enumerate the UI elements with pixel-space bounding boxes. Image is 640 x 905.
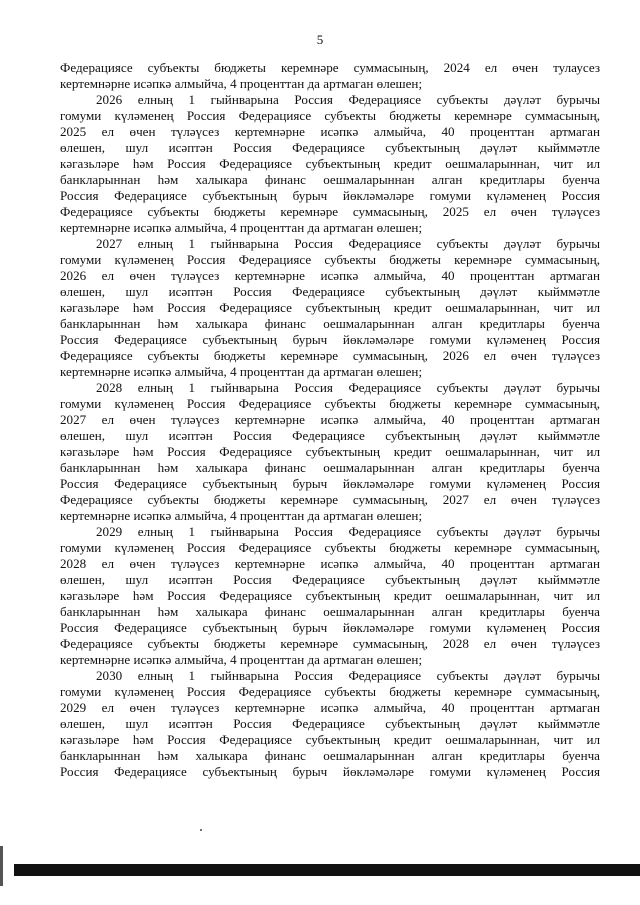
- text-line: кертемнәрне исәпкә алмыйча, 4 проценттан да артмаган өлешен;: [60, 364, 423, 379]
- text-line: 2026 елның 1 гыйнварына Россия Федерациясе субъекты дәүләт бурычы: [96, 92, 600, 107]
- scan-edge-mark: [0, 846, 3, 886]
- text-line: кертемнәрне исәпкә алмыйча, 4 проценттан да артмаган өлешен;: [60, 76, 423, 91]
- text-line: 2028 ел өчен түләүсез кертемнәрне исәпкә алмыйча, 40 проценттан артмаган: [60, 556, 600, 571]
- text-line: өлешен, шул исәптән Россия Федерациясе субъектының дәүләт кыйммәтле: [60, 140, 600, 155]
- text-line: банкларыннан һәм халыкара финанс оешмаларыннан алган кредитлары буенча: [60, 604, 600, 619]
- text-line: гомуми күләменең Россия Федерациясе субъекты бюджеты керемнәре суммасының,: [60, 108, 600, 123]
- text-line: 2030 елның 1 гыйнварына Россия Федерациясе субъекты дәүләт бурычы: [96, 668, 600, 683]
- text-line: кәгазьләре һәм Россия Федерациясе субъектының кредит оешмаларыннан, чит ил: [60, 300, 600, 315]
- text-line: өлешен, шул исәптән Россия Федерациясе субъектының дәүләт кыйммәтле: [60, 572, 600, 587]
- text-line: кертемнәрне исәпкә алмыйча, 4 проценттан да артмаган өлешен;: [60, 220, 423, 235]
- text-line: 2026 ел өчен түләүсез кертемнәрне исәпкә алмыйча, 40 проценттан артмаган: [60, 268, 600, 283]
- text-line: 2025 ел өчен түләүсез кертемнәрне исәпкә алмыйча, 40 проценттан артмаган: [60, 124, 600, 139]
- text-line: банкларыннан һәм халыкара финанс оешмаларыннан алган кредитлары буенча: [60, 748, 600, 763]
- text-line: гомуми күләменең Россия Федерациясе субъекты бюджеты керемнәре суммасының,: [60, 396, 600, 411]
- text-line: 2028 елның 1 гыйнварына Россия Федерациясе субъекты дәүләт бурычы: [96, 380, 600, 395]
- text-line: Россия Федерациясе субъектының бурыч йөкләмәләре гомуми күләменең Россия: [60, 476, 600, 491]
- document-body: [60, 60, 600, 780]
- page-number: 5: [316, 32, 324, 47]
- text-line: гомуми күләменең Россия Федерациясе субъекты бюджеты керемнәре суммасының,: [60, 252, 600, 267]
- text-line: гомуми күләменең Россия Федерациясе субъекты бюджеты керемнәре суммасының,: [60, 684, 600, 699]
- text-line: өлешен, шул исәптән Россия Федерациясе субъектының дәүләт кыйммәтле: [60, 428, 600, 443]
- scan-speck: [200, 829, 202, 831]
- text-line: өлешен, шул исәптән Россия Федерациясе субъектының дәүләт кыйммәтле: [60, 716, 600, 731]
- text-line: 2029 елның 1 гыйнварына Россия Федерациясе субъекты дәүләт бурычы: [96, 524, 600, 539]
- text-line: кертемнәрне исәпкә алмыйча, 4 проценттан да артмаган өлешен;: [60, 508, 423, 523]
- text-line: өлешен, шул исәптән Россия Федерациясе субъектының дәүләт кыйммәтле: [60, 284, 600, 299]
- text-line: Федерациясе субъекты бюджеты керемнәре суммасының, 2025 ел өчен түләүсез: [60, 204, 600, 219]
- text-line: 2027 елның 1 гыйнварына Россия Федерациясе субъекты дәүләт бурычы: [96, 236, 600, 251]
- text-line: кәгазьләре һәм Россия Федерациясе субъектының кредит оешмаларыннан, чит ил: [60, 588, 600, 603]
- text-line: кәгазьләре һәм Россия Федерациясе субъектының кредит оешмаларыннан, чит ил: [60, 156, 600, 171]
- text-line: 2027 ел өчен түләүсез кертемнәрне исәпкә алмыйча, 40 проценттан артмаган: [60, 412, 600, 427]
- text-line: гомуми күләменең Россия Федерациясе субъекты бюджеты керемнәре суммасының,: [60, 540, 600, 555]
- scan-bottom-bar: [14, 864, 640, 876]
- text-line: кәгазьләре һәм Россия Федерациясе субъектының кредит оешмаларыннан, чит ил: [60, 732, 600, 747]
- text-line: Федерациясе субъекты бюджеты керемнәре суммасының, 2027 ел өчен түләүсез: [60, 492, 600, 507]
- text-line: кәгазьләре һәм Россия Федерациясе субъектының кредит оешмаларыннан, чит ил: [60, 444, 600, 459]
- text-line: Федерациясе субъекты бюджеты керемнәре суммасының, 2026 ел өчен түләүсез: [60, 348, 600, 363]
- text-line: Россия Федерациясе субъектының бурыч йөкләмәләре гомуми күләменең Россия: [60, 188, 600, 203]
- text-line: Федерациясе субъекты бюджеты керемнәре суммасының, 2028 ел өчен түләүсез: [60, 636, 600, 651]
- text-line: 2029 ел өчен түләүсез кертемнәрне исәпкә алмыйча, 40 проценттан артмаган: [60, 700, 600, 715]
- text-line: банкларыннан һәм халыкара финанс оешмаларыннан алган кредитлары буенча: [60, 172, 600, 187]
- text-line: Россия Федерациясе субъектының бурыч йөкләмәләре гомуми күләменең Россия: [60, 332, 600, 347]
- text-line: банкларыннан һәм халыкара финанс оешмаларыннан алган кредитлары буенча: [60, 316, 600, 331]
- text-line: банкларыннан һәм халыкара финанс оешмаларыннан алган кредитлары буенча: [60, 460, 600, 475]
- text-line: Россия Федерациясе субъектының бурыч йөкләмәләре гомуми күләменең Россия: [60, 764, 600, 779]
- text-line: Федерациясе субъекты бюджеты керемнәре суммасының, 2024 ел өчен тулаусез: [60, 60, 600, 75]
- text-line: Россия Федерациясе субъектының бурыч йөкләмәләре гомуми күләменең Россия: [60, 620, 600, 635]
- text-line: кертемнәрне исәпкә алмыйча, 4 проценттан да артмаган өлешен;: [60, 652, 423, 667]
